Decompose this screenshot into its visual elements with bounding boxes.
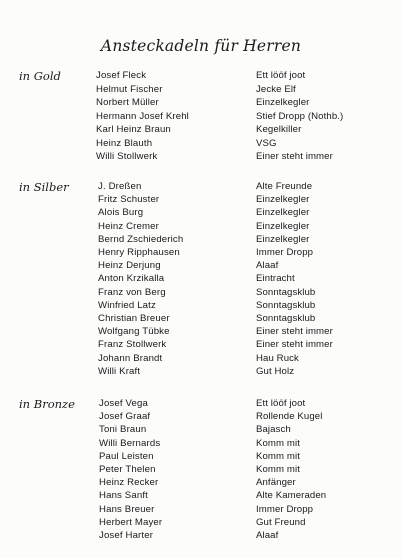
club-name: Alaaf (256, 530, 279, 541)
club-name: Immer Dropp (256, 247, 314, 258)
list-item (0, 397, 402, 410)
list-item (0, 450, 402, 463)
club-name: Jecke Elf (256, 83, 296, 95)
list-item (0, 476, 402, 489)
club-name: Einer steht immer (256, 326, 333, 338)
member-name: Heinz Derjung (98, 260, 161, 272)
member-name: Karl Heinz Braun (96, 124, 171, 135)
club-name: Sonntagsklub (256, 299, 316, 311)
list-item (0, 259, 402, 272)
club-name: Ett lööf joot (256, 70, 306, 81)
section-label-silber: in Silber (19, 180, 69, 194)
list-item (0, 423, 402, 436)
club-name: Einzelkegler (256, 220, 310, 232)
list-item (0, 96, 402, 109)
member-name: Heinz Blauth (96, 137, 153, 149)
club-name: Einzelkegler (256, 207, 310, 219)
member-name: Paul Leisten (99, 450, 154, 462)
club-name: Sonntagsklub (256, 313, 316, 324)
member-name: J. Dreßen (98, 181, 142, 192)
member-name: Willi Bernards (99, 437, 161, 449)
list-item (0, 365, 402, 378)
list-item (0, 489, 402, 502)
club-name: Komm mit (256, 437, 300, 449)
club-name: Alte Kameraden (256, 490, 327, 502)
member-name: Johann Brandt (98, 352, 163, 364)
club-name: Einer steht immer (256, 339, 333, 351)
member-name: Bernd Zschiederich (98, 233, 184, 245)
section-label-gold: in Gold (19, 69, 61, 83)
member-name: Peter Thelen (99, 464, 156, 475)
list-item (0, 220, 402, 233)
member-name: Hans Sanft (99, 490, 148, 502)
member-name: Winfried Latz (98, 299, 156, 311)
member-name: Herbert Mayer (99, 516, 163, 528)
club-name: Rollende Kugel (256, 411, 323, 423)
member-name: Josef Graaf (99, 411, 151, 423)
club-name: VSG (256, 137, 277, 149)
list-item (0, 299, 402, 312)
list-item (0, 338, 402, 351)
member-name: Josef Vega (99, 398, 148, 409)
member-name: Josef Fleck (96, 70, 147, 81)
list-item (0, 193, 402, 206)
list-item (0, 233, 402, 246)
club-name: Einzelkegler (256, 97, 310, 108)
club-name: Komm mit (256, 464, 300, 475)
list-item (0, 312, 402, 325)
list-item (0, 180, 402, 193)
list-item (0, 206, 402, 219)
club-name: Einer steht immer (256, 151, 333, 162)
club-name: Sonntagsklub (256, 286, 316, 298)
member-name: Anton Krzikalla (98, 273, 165, 285)
club-name: Ett lööf joot (256, 398, 306, 409)
club-name: Einzelkegler (256, 194, 310, 206)
list-item (0, 437, 402, 450)
club-name: Alte Freunde (256, 181, 313, 192)
list-item (0, 463, 402, 476)
member-name: Helmut Fischer (96, 83, 163, 95)
member-name: Fritz Schuster (98, 194, 160, 206)
member-name: Alois Burg (98, 207, 144, 219)
club-name: Komm mit (256, 450, 300, 462)
page-title: Ansteckadeln für Herren (100, 37, 302, 55)
list-item (0, 286, 402, 299)
list-item (0, 123, 402, 136)
club-name: Hau Ruck (256, 352, 299, 364)
member-name: Franz von Berg (98, 286, 166, 298)
member-name: Christian Breuer (98, 313, 170, 324)
list-item (0, 272, 402, 285)
list-item (0, 516, 402, 529)
club-name: Bajasch (256, 424, 291, 436)
club-name: Alaaf (256, 260, 279, 272)
club-name: Anfänger (256, 477, 296, 489)
member-name: Heinz Cremer (98, 220, 159, 232)
club-name: Immer Dropp (256, 503, 314, 515)
list-item (0, 503, 402, 516)
club-name: Gut Freund (256, 516, 306, 528)
list-item (0, 246, 402, 259)
member-name: Henry Ripphausen (98, 247, 180, 258)
member-name: Wolfgang Tübke (98, 326, 170, 338)
list-item (0, 410, 402, 423)
list-item (0, 325, 402, 338)
club-name: Einzelkegler (256, 233, 310, 245)
member-name: Hans Breuer (99, 503, 155, 515)
member-name: Willi Stollwerk (96, 151, 158, 162)
list-item (0, 529, 402, 542)
member-name: Willi Kraft (98, 365, 141, 377)
list-item (0, 69, 402, 82)
list-item (0, 150, 402, 163)
club-name: Stief Dropp (Nothb.) (256, 110, 344, 122)
member-name: Josef Harter (99, 530, 154, 541)
club-name: Gut Holz (256, 365, 295, 377)
list-item (0, 83, 402, 96)
member-name: Norbert Müller (96, 97, 159, 108)
list-item (0, 352, 402, 365)
section-label-bronze: in Bronze (19, 397, 75, 411)
member-name: Hermann Josef Krehl (96, 110, 189, 122)
member-name: Toni Braun (99, 424, 147, 436)
member-name: Franz Stollwerk (98, 339, 167, 351)
list-item (0, 110, 402, 123)
club-name: Eintracht (256, 273, 295, 285)
list-item (0, 137, 402, 150)
member-name: Heinz Recker (99, 477, 159, 489)
club-name: Kegelkiller (256, 124, 302, 135)
